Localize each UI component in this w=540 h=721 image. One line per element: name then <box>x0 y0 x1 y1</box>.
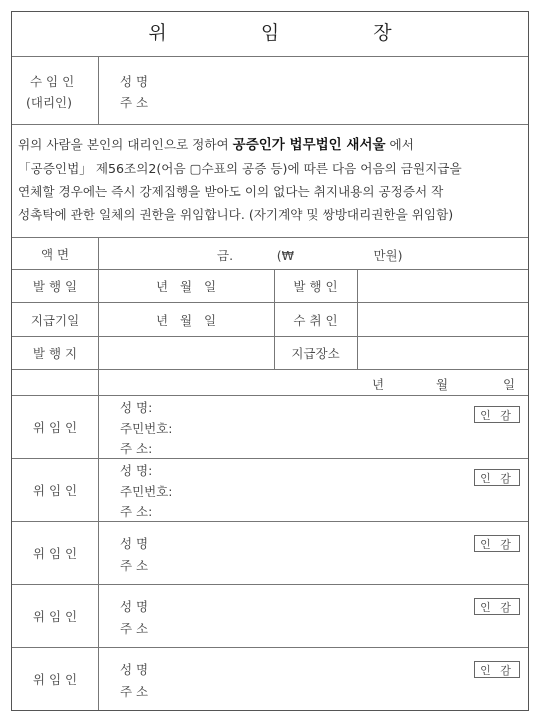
principal-fields <box>120 596 148 640</box>
due-date-value: 년 월 일 <box>155 312 217 328</box>
seal-box: 인 감 <box>474 469 520 486</box>
seal-box: 인 감 <box>474 661 520 678</box>
name-label: 성 명 <box>120 536 149 551</box>
agent-label-sub: (대리인) <box>26 95 72 110</box>
divider <box>98 585 99 647</box>
divider <box>98 522 99 584</box>
principal-row <box>12 648 528 710</box>
agent-label: 수 임 인 <box>30 74 75 89</box>
name-label: 성 명 <box>120 599 149 614</box>
date-day: 일 <box>503 377 516 392</box>
divider <box>357 337 358 369</box>
address-label: 주 소 <box>120 558 149 573</box>
id-number-label: 주민번호: <box>120 420 173 436</box>
address-label: 주 소 <box>120 621 149 636</box>
id-number-label: 주민번호: <box>120 483 173 499</box>
statement-row <box>12 125 528 238</box>
principal-label: 위 임 인 <box>32 420 78 435</box>
amount-label: 액 면 <box>40 246 70 262</box>
principal-row <box>12 585 528 648</box>
principal-fields <box>120 398 173 460</box>
divider <box>98 370 99 395</box>
principal-fields <box>120 533 148 577</box>
principal-fields <box>120 659 148 703</box>
name-label: 성 명 <box>120 662 149 677</box>
name-label: 성 명: <box>120 400 153 415</box>
principal-label: 위 임 인 <box>32 672 78 687</box>
statement-line-3: 연체할 경우에는 즉시 강제집행을 받아도 이의 없다는 취지내용의 공정증서 작 <box>18 184 444 199</box>
address-label: 주 소: <box>120 504 153 519</box>
law-office-name: 공증인가 법무법인 새서울 <box>232 137 386 153</box>
statement-line-4: 성촉탁에 관한 일체의 권한을 위임합니다. (자기계약 및 쌍방대리권한을 위임함) <box>18 207 454 222</box>
principal-label: 위 임 인 <box>32 609 78 624</box>
principal-row <box>12 459 528 522</box>
address-label: 주 소: <box>120 441 153 456</box>
date-month: 월 <box>436 377 449 392</box>
issue-date-label: 발 행 일 <box>32 279 78 294</box>
seal-box: 인 감 <box>474 535 520 552</box>
divider <box>98 648 99 710</box>
due-date-label: 지급기일 <box>30 312 80 328</box>
statement-text: 위의 사람을 본인의 대리인으로 정하여 <box>18 137 233 152</box>
statement-text: 에서 <box>385 137 414 152</box>
divider <box>98 57 99 124</box>
payee-label: 수 취 인 <box>293 312 338 328</box>
agent-row <box>12 57 528 125</box>
document-title: 위 임 장 <box>148 22 436 44</box>
principal-row <box>12 522 528 585</box>
divider <box>357 303 358 336</box>
issue-place-label: 발 행 지 <box>32 346 78 361</box>
divider <box>98 337 99 369</box>
issue-date-value: 년 월 일 <box>155 279 217 294</box>
delegation-statement <box>18 133 522 226</box>
principal-row <box>12 396 528 459</box>
date-row <box>12 370 528 396</box>
power-of-attorney-form <box>11 11 529 711</box>
divider <box>357 270 358 302</box>
divider <box>98 396 99 458</box>
name-label: 성 명: <box>120 463 153 478</box>
principal-label: 위 임 인 <box>32 483 78 498</box>
due-date-row <box>12 303 528 337</box>
amount-value: 금. (₩ 만원) <box>217 248 403 263</box>
seal-box: 인 감 <box>474 406 520 423</box>
divider <box>98 238 99 269</box>
principal-fields <box>120 461 173 523</box>
divider <box>98 459 99 521</box>
payment-place-label: 지급장소 <box>291 346 340 361</box>
seal-box: 인 감 <box>474 598 520 615</box>
agent-name-label: 성 명 <box>120 74 149 89</box>
statement-line-2: 「공증인법」 제56조의2(어음 ▢수표의 공증 등)에 따른 다음 어음의 금원지급을 <box>18 161 462 176</box>
issue-place-row <box>12 337 528 370</box>
statement-line-1 <box>18 133 522 157</box>
principal-label: 위 임 인 <box>32 546 78 561</box>
issue-date-row <box>12 270 528 303</box>
date-year: 년 <box>372 377 385 392</box>
issuer-label: 발 행 인 <box>293 279 338 294</box>
amount-row <box>12 238 528 270</box>
address-label: 주 소 <box>120 684 149 699</box>
title-row <box>12 12 528 57</box>
agent-address-label: 주 소 <box>120 95 149 110</box>
